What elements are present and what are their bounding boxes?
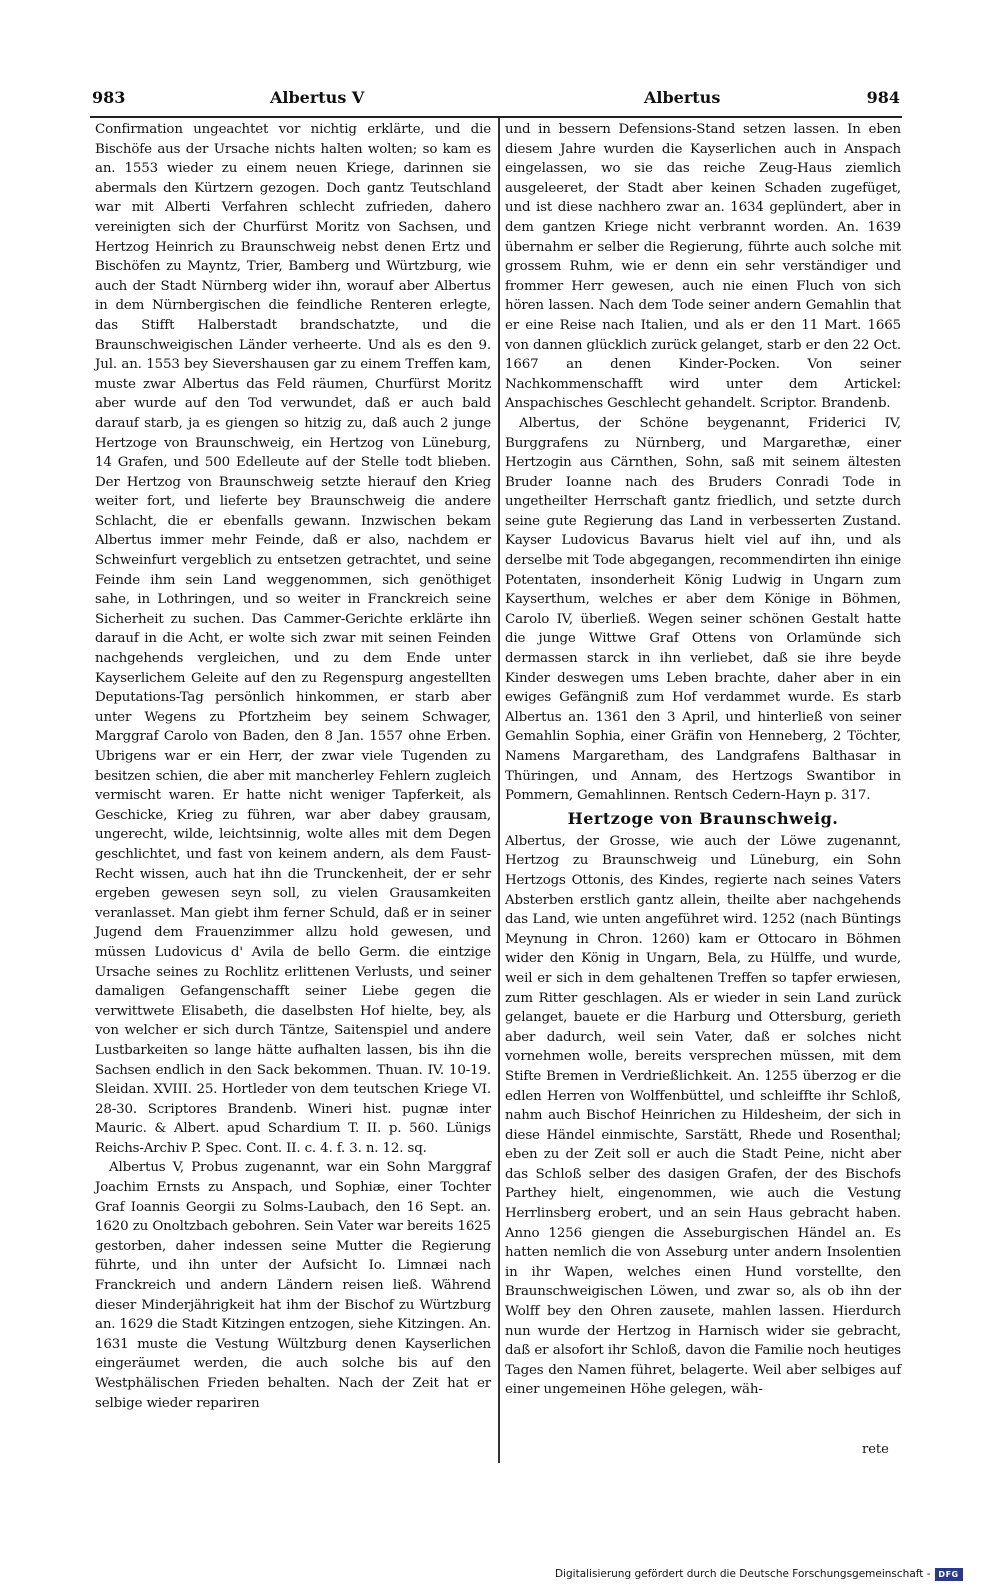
column-divider — [498, 118, 500, 1463]
running-title-right: Albertus — [644, 88, 721, 107]
catchword: rete — [862, 1442, 889, 1457]
right-column — [505, 120, 901, 1400]
section-heading: Hertzoge von Braunschweig. — [567, 808, 839, 828]
paragraph: Albertus V, Probus zugenannt, war ein Sohn Marggraf Joachim Ernsts zu Anspach, und Sophiæ, einer Tochter Graf Ioannis Georgii zu Solms-Laubach, den 16 Sept. an. 1620 zu Onoltzbach gebohren. Sein Vater war bereits 1625 gestorben, daher indessen seine Mutter die Regierung führte, und ihn unter der Aufsicht Io. Limnæi nach Franckreich und andern Ländern reisen ließ. Während dieser Minderjährigkeit hat ihm der Bischof zu Würtzburg an. 1629 die Stadt Kitzingen entzogen, siehe Kitzingen. An. 1631 muste die Vestung Wültzburg denen Kayserlichen eingeräumet werden, die auch solche bis auf den Westphälischen Frieden behalten. Nach der Zeit hat er selbige wieder repariren — [95, 1160, 491, 1411]
paragraph: Confirmation ungeachtet vor nichtig erklärte, und die Bischöfe aus der Ursache nichts halten wolten; so kam es an. 1553 wieder zu einem neuen Kriege, darinnen sie abermals den Kürtzern gezogen. Doch gantz Teutschland war mit Alberti Verfahren schlecht zufrieden, dahero vereinigten sich der Churfürst Moritz von Sachsen, und Hertzog Heinrich zu Braunschweig nebst denen Ertz und Bischöfen zu Mayntz, Trier, Bamberg und Würtzburg, wie auch der Stadt Nürnberg wider ihn, worauf aber Albertus in dem Nürnbergischen die feindliche Renteren erlegte, das Stifft Halberstadt brandschatzte, und die Braunschweigischen Länder verheerte. Und als es den 9. Jul. an. 1553 bey Sievershausen gar zu einem Treffen kam, muste zwar Albertus das Feld räumen, Churfürst Moritz aber wurde auf den Tod verwundet, daß er auch bald darauf starb, ja es giengen so hitzig zu, daß auch 2 junge Hertzoge von Braunschweig, ein Hertzog von Lüneburg, 14 Grafen, und 500 Edelleute auf der Stelle todt blieben. Der Hertzog von Braunschweig setzte hierauf den Krieg weiter fort, und lieferte bey Braunschweig die andere Schlacht, die er ebenfalls gewann. Inzwischen bekam Albertus immer mehr Feinde, daß er also, nachdem er Schweinfurt vergeblich zu entsetzen getrachtet, und seine Feinde ihm sein Land weggenommen, sich genöthiget sahe, in Lothringen, und so weiter in Franckreich seine Sicherheit zu suchen. Das Cammer-Gerichte erklärte ihn darauf in die Acht, er wolte sich zwar mit seinen Feinden nachgehends vergleichen, und zu dem Ende unter Kayserlichem Geleite auf den zu Regenspurg angestellten Deputations-Tag persönlich hinkommen, er starb aber unter Wegens zu Pfortzheim bey seinem Schwager, Marggraf Carolo von Baden, den 8 Jan. 1557 ohne Erben. Ubrigens war er ein Herr, der zwar viele Tugenden zu besitzen schien, die aber mit mancherley Fehlern zugleich vermischt waren. Er hatte nicht weniger Tapferkeit, als Geschicke, Krieg zu führen, war aber dabey grausam, ungerecht, wilde, leichtsinnig, wolte alles mit dem Degen geschlichtet, und fast von keinem andern, als dem Faust-Recht wissen, auch hat ihn die Trunckenheit, der er sehr ergeben gewesen seyn soll, zu vielen Grausamkeiten veranlasset. Man giebt ihm ferner Schuld, daß er in seiner Jugend dem Frauenzimmer allzu hold gewesen, und müssen Ludovicus d' Avila de bello Germ. die eintzige Ursache seines zu Rochlitz erlittenen Verlusts, und seiner damaligen Gefangenschafft seiner Liebe gegen die verwittwete Elisabeth, die daselbsten Hof hielte, bey, als von welcher er sich durch Täntze, Saitenspiel und andere Lustbarkeiten so lange hätte aufhalten lassen, bis ihn die Sachsen endlich in den Sack bekommen. Thuan. IV. 10-19. Sleidan. XVIII. 25. Hortleder von dem teutschen Kriege VI. 28-30. Scriptores Brandenb. Wineri hist. pugnæ inter Mauric. & Albert. apud Schardium T. II. p. 560. Lünigs Reichs-Archiv P. Spec. Cont. II. c. 4. f. 3. n. 12. sq. — [95, 122, 491, 1156]
digitization-footer — [555, 1564, 1000, 1584]
paragraph: Albertus, der Grosse, wie auch der Löwe zugenannt, Hertzog zu Braunschweig und Lüneburg, ein Sohn Hertzogs Ottonis, des Kindes, regierte nach seines Vaters Absterben erstlich gantz allein, theilte aber nachgehends das Land, wie unten angeführet wird. 1252 (nach Büntings Meynung in Chron. 1260) kam er Ottocaro in Böhmen wider den König in Ungarn, Bela, zu Hülffe, und wurde, weil er sich in dem gehaltenen Treffen so tapfer erwiesen, zum Ritter geschlagen. Als er wieder in sein Land zurück gelanget, bauete er die Harburg und Ottersburg, gerieth aber dadurch, weil sein Vater, daß er solches nicht vornehmen wolle, bereits versprechen müssen, mit dem Stifte Bremen in Verdrießlichkeit. An. 1255 überzog er die edlen Herren von Wolffenbüttel, und schleiffte ihr Schloß, nahm auch Bischof Heinrichen zu Hildesheim, der sich in diese Händel einmischte, Sarstätt, Rhede und Rosenthal; eben zu der Zeit soll er auch die Stadt Peine, nicht aber das Schloß selber des dasigen Grafen, der des Bischofs Parthey hielt, eingenommen, wie auch die Vestung Herrlinsberg erobert, und an sein Haus gebracht haben. Anno 1256 giengen die Asseburgischen Händel an. Es hatten nemlich die von Asseburg unter andern Insolentien in ihr Wapen, welches einen Hund vorstellte, den Braunschweigischen Löwen, und zwar so, als ob ihn der Wolff bey den Ohren zausete, mahlen lassen. Hierdurch nun wurde der Hertzog in Harnisch wider sie gebracht, daß er alsofort ihr Schloß, davon die Familie noch heutiges Tages den Namen führet, belagerte. Weil aber selbiges auf einer ungemeinen Höhe gelegen, wäh- — [505, 833, 901, 1398]
dfg-logo: DFG — [935, 1568, 963, 1581]
paragraph: Albertus, der Schöne beygenannt, Friderici IV, Burggrafens zu Nürnberg, und Margarethæ, einer Hertzogin aus Cärnthen, Sohn, saß mit seinem ältesten Bruder Ioanne nach des Bruders Conradi Tode in ungetheilter Herrschaft gantz friedlich, und setzte durch seine gute Regierung das Land in verbesserten Zustand. Kayser Ludovicus Bavarus hielt viel auf ihn, und als derselbe mit Tode abgegangen, recommendirten ihn einige Potentaten, insonderheit König Ludwig in Ungarn zum Kayserthum, welches er aber dem Könige in Böhmen, Carolo IV, überließ. Wegen seiner schönen Gestalt hatte die junge Wittwe Graf Ottens von Orlamünde sich dermassen starck in ihn verliebet, daß sie ihre beyde Kinder deswegen ums Leben brachte, daher aber in ein ewiges Gefängniß zum Hof verdammet wurde. Es starb Albertus an. 1361 den 3 April, und hinterließ von seiner Gemahlin Sophia, einer Gräfin von Henneberg, 2 Töchter, Namens Margaretham, des Landgrafens Balthasar in Thüringen, und Annam, des Hertzogs Swantibor in Pommern, Gemahlinnen. Rentsch Cedern-Hayn p. 317. — [505, 415, 901, 804]
footer-text: Digitalisierung gefördert durch die Deutsche Forschungsgemeinschaft - — [555, 1568, 931, 1580]
page-number-right: 984 — [866, 88, 900, 107]
page-header — [92, 88, 900, 114]
paragraph: und in bessern Defensions-Stand setzen lassen. In eben diesem Jahre wurden die Kayserlichen auch in Anspach eingelassen, wo sie das reiche Zeug-Haus ziemlich ausgeleeret, der Stadt aber keinen Schaden zugefüget, und ist diese nachhero zwar an. 1634 geplündert, aber in dem gantzen Kriege nicht verbrannt worden. An. 1639 übernahm er selber die Regierung, führte auch solche mit grossem Ruhm, wie er denn ein sehr verständiger und frommer Herr gewesen, auch nie einen Fluch von sich hören lassen. Nach dem Tode seiner andern Gemahlin that er eine Reise nach Italien, und als er den 11 Mart. 1665 von dannen glücklich zurück gelanget, starb er den 22 Oct. 1667 an denen Kinder-Pocken. Von seiner Nachkommenschafft wird unter dem Artickel: Anspachisches Geschlecht gehandelt. Scriptor. Brandenb. — [505, 122, 901, 412]
running-title-left: Albertus V — [270, 88, 365, 107]
left-column — [95, 120, 491, 1413]
page-number-left: 983 — [92, 88, 126, 107]
header-rule — [90, 116, 902, 118]
